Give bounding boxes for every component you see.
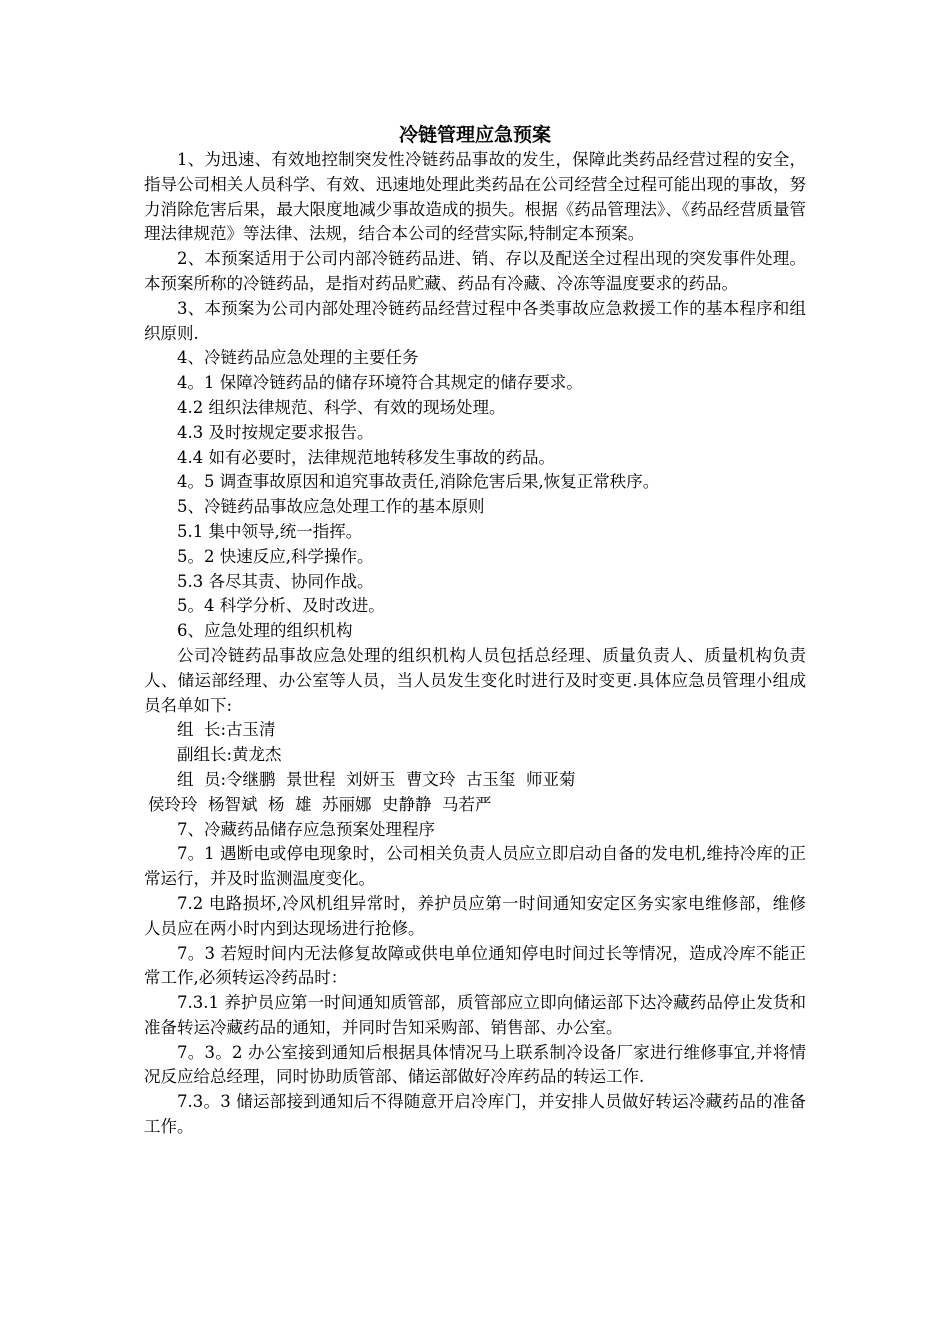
item-4-5: 4。5 调查事故原因和追究事故责任,消除危害后果,恢复正常秩序。 — [177, 472, 660, 492]
paragraph-3-principle: 3、本预案为公司内部处理冷链药品经营过程中各类事故应急救援工作的基本程序和组织原则. — [144, 298, 806, 343]
item-5-4: 5。4 科学分析、及时改进。 — [177, 596, 385, 616]
item-5-3: 5.3 各尽其责、协同作战。 — [177, 571, 374, 591]
item-7-3: 7。3 若短时间内无法修复故障或供电单位通知停电时间过长等情况，造成冷库不能正常工作,必须转运冷药品时： — [144, 943, 806, 988]
paragraph-1-purpose: 1、为迅速、有效地控制突发性冷链药品事故的发生，保障此类药品经营过程的安全，指导公司相关人员科学、有效、迅速地处理此类药品在公司经营全过程可能出现的事故，努力消除危害后果，最大限度地减少事故造成的损失。根据《药品管理法》、《药品经营质量管理法律规范》等法律、法规，结合本公司的经营实际,特制定本预案。 — [144, 150, 806, 244]
item-5-1: 5.1 集中领导,统一指挥。 — [177, 521, 363, 541]
paragraph-6-organization: 公司冷链药品事故应急处理的组织机构人员包括总经理、质量负责人、质量机构负责人、储运部经理、办公室等人员，当人员发生变化时进行及时变更.具体应急员管理小组成员名单如下: — [144, 645, 806, 715]
team-deputy-leader: 副组长:黄龙杰 — [177, 745, 282, 765]
item-7-1: 7。1 遇断电或停电现象时，公司相关负责人员应立即启动自备的发电机,维持冷库的正常运行，并及时监测温度变化。 — [144, 844, 806, 889]
item-7-3-3: 7.3。3 储运部接到通知后不得随意开启冷库门，并安排人员做好转运冷藏药品的准备工作。 — [144, 1092, 806, 1137]
heading-6-organization: 6、应急处理的组织机构 — [177, 621, 353, 641]
item-5-2: 5。2 快速反应,科学操作。 — [177, 546, 374, 566]
item-7-3-1: 7.3.1 养护员应第一时间通知质管部，质管部应立即向储运部下达冷藏药品停止发货和准备转运冷藏药品的通知，并同时告知采购部、销售部、办公室。 — [144, 993, 806, 1037]
document-body — [144, 122, 806, 1140]
item-7-3-2: 7。3。2 办公室接到通知后根据具体情况马上联系制冷设备厂家进行维修事宜,并将情况反应给总经理，同时协助质管部、储运部做好冷库药品的转运工作. — [144, 1042, 806, 1087]
document-title: 冷链管理应急预案 — [398, 124, 551, 146]
heading-5-principles: 5、冷链药品事故应急处理工作的基本原则 — [177, 497, 485, 517]
item-4-1: 4。1 保障冷链药品的储存环境符合其规定的储存要求。 — [177, 373, 583, 393]
team-members-continued: 侯玲玲 杨智斌 杨 雄 苏丽娜 史静静 马若严 — [148, 794, 492, 814]
item-4-2: 4.2 组织法律规范、科学、有效的现场处理。 — [177, 397, 506, 417]
team-leader: 组 长:古玉清 — [177, 720, 276, 740]
team-members: 组 员:令继鹏 景世程 刘妍玉 曹文玲 古玉玺 师亚菊 — [177, 769, 576, 789]
heading-4-tasks: 4、冷链药品应急处理的主要任务 — [177, 348, 419, 368]
paragraph-2-scope: 2、本预案适用于公司内部冷链药品进、销、存以及配送全过程出现的突发事件处理。本预案所称的冷链药品，是指对药品贮藏、药品有冷藏、冷冻等温度要求的药品。 — [144, 249, 806, 293]
item-7-2: 7.2 电路损坏,冷风机组异常时，养护员应第一时间通知安定区务实家电维修部，维修人员应在两小时内到达现场进行抢修。 — [144, 893, 806, 938]
heading-7-procedure: 7、冷藏药品储存应急预案处理程序 — [177, 819, 435, 839]
item-4-4: 4.4 如有必要时，法律规范地转移发生事故的药品。 — [177, 447, 555, 467]
item-4-3: 4.3 及时按规定要求报告。 — [177, 422, 374, 442]
